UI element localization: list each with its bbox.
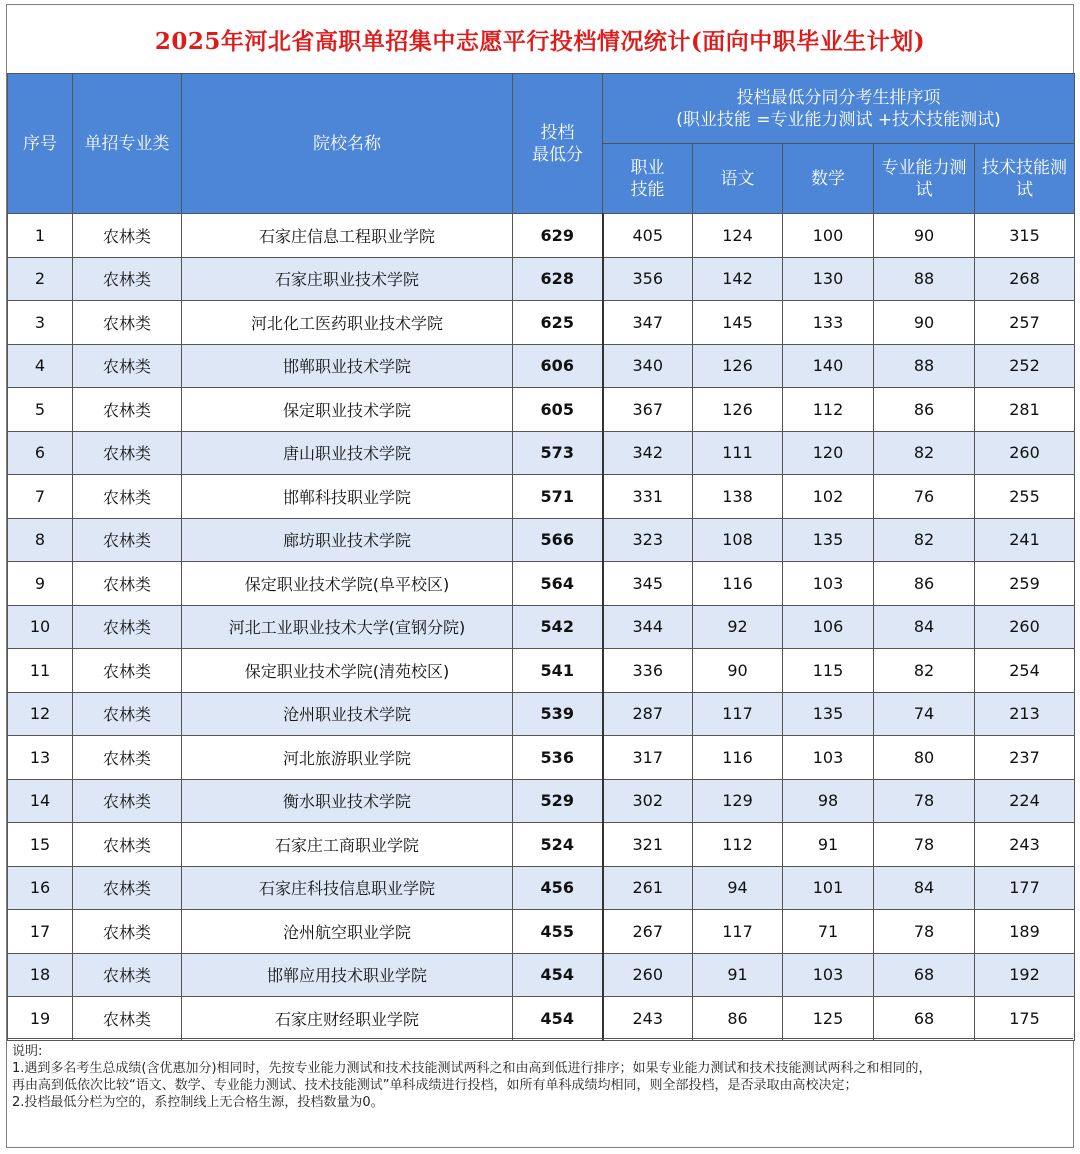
- cell-vocational: 336: [603, 649, 693, 693]
- cell-math: 101: [783, 866, 874, 910]
- cell-chinese: 145: [693, 301, 783, 345]
- table-row: [8, 301, 1075, 345]
- table-row: [8, 518, 1075, 562]
- notes-line-1: 1.遇到多名考生总成绩(含优惠加分)相同时，先按专业能力测试和技术技能测试两科之和由高到低进行排序；如果专业能力测试和技术技能测试两科之和相同的，: [12, 1061, 932, 1076]
- cell-school: 沧州航空职业学院: [182, 910, 513, 954]
- cell-chinese: 86: [693, 997, 783, 1041]
- cell-min-score: 573: [513, 431, 603, 475]
- cell-math: 120: [783, 431, 874, 475]
- header-chinese: 语文: [693, 144, 783, 214]
- cell-vocational: 267: [603, 910, 693, 954]
- cell-category: 农林类: [73, 562, 182, 606]
- cell-math: 135: [783, 692, 874, 736]
- cell-vocational: 356: [603, 257, 693, 301]
- table-row: [8, 214, 1075, 258]
- cell-vocational: 261: [603, 866, 693, 910]
- cell-tech-skill: 257: [975, 301, 1075, 345]
- cell-school: 河北工业职业技术大学(宣钢分院): [182, 605, 513, 649]
- table-row: [8, 431, 1075, 475]
- notes-section: [7, 1038, 1073, 1148]
- cell-math: 106: [783, 605, 874, 649]
- cell-prof-ability: 82: [874, 431, 975, 475]
- cell-min-score: 539: [513, 692, 603, 736]
- table-row: [8, 344, 1075, 388]
- cell-tech-skill: 254: [975, 649, 1075, 693]
- cell-school: 河北旅游职业学院: [182, 736, 513, 780]
- cell-chinese: 112: [693, 823, 783, 867]
- header-school: 院校名称: [182, 74, 513, 214]
- cell-min-score: 524: [513, 823, 603, 867]
- cell-prof-ability: 82: [874, 518, 975, 562]
- header-group-line1: 投档最低分同分考生排序项: [736, 87, 941, 108]
- table-header: [8, 74, 1075, 214]
- cell-chinese: 116: [693, 736, 783, 780]
- cell-vocational: 367: [603, 388, 693, 432]
- cell-seq: 1: [8, 214, 73, 258]
- cell-min-score: 564: [513, 562, 603, 606]
- page-title: 2025年河北省高职单招集中志愿平行投档情况统计(面向中职毕业生计划): [154, 27, 926, 55]
- cell-chinese: 92: [693, 605, 783, 649]
- cell-category: 农林类: [73, 518, 182, 562]
- cell-seq: 19: [8, 997, 73, 1041]
- cell-seq: 3: [8, 301, 73, 345]
- header-prof-line1: 专业能力测: [881, 157, 967, 178]
- cell-min-score: 541: [513, 649, 603, 693]
- cell-tech-skill: 252: [975, 344, 1075, 388]
- cell-category: 农林类: [73, 910, 182, 954]
- header-prof-line2: 试: [915, 179, 933, 200]
- cell-math: 103: [783, 953, 874, 997]
- cell-seq: 17: [8, 910, 73, 954]
- table-row: [8, 736, 1075, 780]
- cell-school: 石家庄财经职业学院: [182, 997, 513, 1041]
- table-row: [8, 997, 1075, 1041]
- cell-school: 唐山职业技术学院: [182, 431, 513, 475]
- header-vocational-line2: 技能: [630, 179, 665, 200]
- cell-category: 农林类: [73, 953, 182, 997]
- cell-category: 农林类: [73, 344, 182, 388]
- cell-tech-skill: 281: [975, 388, 1075, 432]
- cell-tech-skill: 175: [975, 997, 1075, 1041]
- table-row: [8, 388, 1075, 432]
- cell-tech-skill: 315: [975, 214, 1075, 258]
- cell-math: 115: [783, 649, 874, 693]
- cell-school: 邯郸科技职业学院: [182, 475, 513, 519]
- cell-category: 农林类: [73, 866, 182, 910]
- cell-seq: 12: [8, 692, 73, 736]
- cell-vocational: 405: [603, 214, 693, 258]
- cell-min-score: 454: [513, 953, 603, 997]
- cell-vocational: 287: [603, 692, 693, 736]
- cell-math: 100: [783, 214, 874, 258]
- cell-prof-ability: 76: [874, 475, 975, 519]
- cell-chinese: 124: [693, 214, 783, 258]
- cell-math: 71: [783, 910, 874, 954]
- cell-tech-skill: 260: [975, 431, 1075, 475]
- header-tech-line2: 试: [1016, 179, 1033, 200]
- cell-tech-skill: 259: [975, 562, 1075, 606]
- cell-vocational: 302: [603, 779, 693, 823]
- cell-math: 112: [783, 388, 874, 432]
- cell-chinese: 126: [693, 344, 783, 388]
- cell-category: 农林类: [73, 214, 182, 258]
- cell-vocational: 323: [603, 518, 693, 562]
- cell-tech-skill: 243: [975, 823, 1075, 867]
- cell-seq: 5: [8, 388, 73, 432]
- cell-chinese: 108: [693, 518, 783, 562]
- header-prof-ability: [874, 144, 975, 214]
- header-tech-line1: 技术技能测: [982, 157, 1067, 178]
- cell-seq: 14: [8, 779, 73, 823]
- header-min-score-line1: 投档: [540, 122, 575, 143]
- cell-min-score: 566: [513, 518, 603, 562]
- cell-school: 保定职业技术学院(阜平校区): [182, 562, 513, 606]
- cell-tech-skill: 260: [975, 605, 1075, 649]
- cell-category: 农林类: [73, 997, 182, 1041]
- cell-school: 河北化工医药职业技术学院: [182, 301, 513, 345]
- cell-chinese: 142: [693, 257, 783, 301]
- cell-school: 保定职业技术学院(清苑校区): [182, 649, 513, 693]
- header-math: 数学: [783, 144, 874, 214]
- cell-min-score: 536: [513, 736, 603, 780]
- admission-table: [7, 73, 1075, 1041]
- cell-prof-ability: 74: [874, 692, 975, 736]
- cell-tech-skill: 189: [975, 910, 1075, 954]
- cell-math: 98: [783, 779, 874, 823]
- cell-min-score: 625: [513, 301, 603, 345]
- cell-min-score: 542: [513, 605, 603, 649]
- cell-tech-skill: 224: [975, 779, 1075, 823]
- cell-vocational: 344: [603, 605, 693, 649]
- cell-prof-ability: 88: [874, 344, 975, 388]
- cell-school: 石家庄职业技术学院: [182, 257, 513, 301]
- cell-category: 农林类: [73, 779, 182, 823]
- cell-tech-skill: 255: [975, 475, 1075, 519]
- cell-min-score: 456: [513, 866, 603, 910]
- cell-category: 农林类: [73, 475, 182, 519]
- cell-school: 石家庄科技信息职业学院: [182, 866, 513, 910]
- header-tiebreak-group: [603, 74, 1075, 144]
- cell-vocational: 243: [603, 997, 693, 1041]
- cell-vocational: 342: [603, 431, 693, 475]
- cell-prof-ability: 68: [874, 953, 975, 997]
- cell-math: 102: [783, 475, 874, 519]
- table-body: [8, 214, 1075, 1041]
- header-min-score-line2: 最低分: [532, 144, 583, 165]
- cell-seq: 8: [8, 518, 73, 562]
- table-row: [8, 605, 1075, 649]
- cell-seq: 9: [8, 562, 73, 606]
- cell-min-score: 628: [513, 257, 603, 301]
- header-seq: 序号: [8, 74, 73, 214]
- cell-seq: 15: [8, 823, 73, 867]
- cell-min-score: 629: [513, 214, 603, 258]
- cell-seq: 7: [8, 475, 73, 519]
- cell-prof-ability: 90: [874, 214, 975, 258]
- cell-tech-skill: 213: [975, 692, 1075, 736]
- table-row: [8, 953, 1075, 997]
- cell-math: 103: [783, 736, 874, 780]
- table-row: [8, 562, 1075, 606]
- cell-math: 91: [783, 823, 874, 867]
- cell-seq: 18: [8, 953, 73, 997]
- cell-chinese: 126: [693, 388, 783, 432]
- cell-category: 农林类: [73, 605, 182, 649]
- cell-chinese: 116: [693, 562, 783, 606]
- cell-chinese: 138: [693, 475, 783, 519]
- table-row: [8, 910, 1075, 954]
- table-row: [8, 475, 1075, 519]
- cell-prof-ability: 88: [874, 257, 975, 301]
- cell-chinese: 111: [693, 431, 783, 475]
- notes-line-2: 再由高到低依次比较“语文、数学、专业能力测试、技术技能测试”单科成绩进行投档，如所有单科成绩均相同，则全部投档，是否录取由高校决定；: [12, 1078, 858, 1093]
- notes-heading: 说明:: [12, 1044, 43, 1059]
- table-row: [8, 866, 1075, 910]
- cell-tech-skill: 177: [975, 866, 1075, 910]
- cell-vocational: 331: [603, 475, 693, 519]
- cell-tech-skill: 237: [975, 736, 1075, 780]
- cell-category: 农林类: [73, 736, 182, 780]
- cell-vocational: 260: [603, 953, 693, 997]
- notes-line-3: 2.投档最低分栏为空的，系控制线上无合格生源，投档数量为0。: [12, 1095, 384, 1110]
- cell-math: 133: [783, 301, 874, 345]
- cell-prof-ability: 78: [874, 910, 975, 954]
- cell-category: 农林类: [73, 257, 182, 301]
- cell-chinese: 129: [693, 779, 783, 823]
- cell-prof-ability: 86: [874, 562, 975, 606]
- cell-seq: 16: [8, 866, 73, 910]
- header-group-line2: (职业技能 =专业能力测试 +技术技能测试): [676, 109, 1001, 130]
- table-row: [8, 257, 1075, 301]
- table-row: [8, 649, 1075, 693]
- cell-category: 农林类: [73, 823, 182, 867]
- cell-school: 石家庄工商职业学院: [182, 823, 513, 867]
- cell-tech-skill: 241: [975, 518, 1075, 562]
- cell-min-score: 454: [513, 997, 603, 1041]
- cell-min-score: 455: [513, 910, 603, 954]
- cell-seq: 4: [8, 344, 73, 388]
- cell-vocational: 347: [603, 301, 693, 345]
- cell-chinese: 94: [693, 866, 783, 910]
- cell-seq: 2: [8, 257, 73, 301]
- cell-prof-ability: 84: [874, 866, 975, 910]
- cell-prof-ability: 86: [874, 388, 975, 432]
- header-category: 单招专业类: [73, 74, 182, 214]
- cell-math: 125: [783, 997, 874, 1041]
- cell-chinese: 117: [693, 692, 783, 736]
- cell-chinese: 90: [693, 649, 783, 693]
- cell-prof-ability: 80: [874, 736, 975, 780]
- cell-category: 农林类: [73, 301, 182, 345]
- cell-prof-ability: 78: [874, 779, 975, 823]
- cell-min-score: 529: [513, 779, 603, 823]
- table-row: [8, 779, 1075, 823]
- cell-vocational: 345: [603, 562, 693, 606]
- header-min-score: [513, 74, 603, 214]
- table-row: [8, 692, 1075, 736]
- cell-min-score: 571: [513, 475, 603, 519]
- cell-school: 保定职业技术学院: [182, 388, 513, 432]
- score-sheet: [6, 4, 1074, 1148]
- cell-school: 邯郸职业技术学院: [182, 344, 513, 388]
- cell-min-score: 606: [513, 344, 603, 388]
- cell-seq: 6: [8, 431, 73, 475]
- header-vocational-line1: 职业: [630, 157, 665, 178]
- header-vocational: [603, 144, 693, 214]
- cell-seq: 13: [8, 736, 73, 780]
- cell-math: 130: [783, 257, 874, 301]
- cell-category: 农林类: [73, 431, 182, 475]
- cell-school: 邯郸应用技术职业学院: [182, 953, 513, 997]
- cell-tech-skill: 268: [975, 257, 1075, 301]
- cell-category: 农林类: [73, 692, 182, 736]
- cell-math: 135: [783, 518, 874, 562]
- cell-tech-skill: 192: [975, 953, 1075, 997]
- cell-school: 沧州职业技术学院: [182, 692, 513, 736]
- cell-math: 140: [783, 344, 874, 388]
- cell-prof-ability: 84: [874, 605, 975, 649]
- cell-category: 农林类: [73, 388, 182, 432]
- cell-prof-ability: 68: [874, 997, 975, 1041]
- table-row: [8, 823, 1075, 867]
- cell-seq: 10: [8, 605, 73, 649]
- cell-chinese: 117: [693, 910, 783, 954]
- cell-prof-ability: 82: [874, 649, 975, 693]
- cell-prof-ability: 90: [874, 301, 975, 345]
- cell-vocational: 321: [603, 823, 693, 867]
- cell-category: 农林类: [73, 649, 182, 693]
- cell-chinese: 91: [693, 953, 783, 997]
- header-tech-skill: [975, 144, 1075, 214]
- cell-seq: 11: [8, 649, 73, 693]
- cell-school: 石家庄信息工程职业学院: [182, 214, 513, 258]
- cell-prof-ability: 78: [874, 823, 975, 867]
- cell-school: 廊坊职业技术学院: [182, 518, 513, 562]
- cell-min-score: 605: [513, 388, 603, 432]
- cell-vocational: 340: [603, 344, 693, 388]
- cell-math: 103: [783, 562, 874, 606]
- cell-vocational: 317: [603, 736, 693, 780]
- cell-school: 衡水职业技术学院: [182, 779, 513, 823]
